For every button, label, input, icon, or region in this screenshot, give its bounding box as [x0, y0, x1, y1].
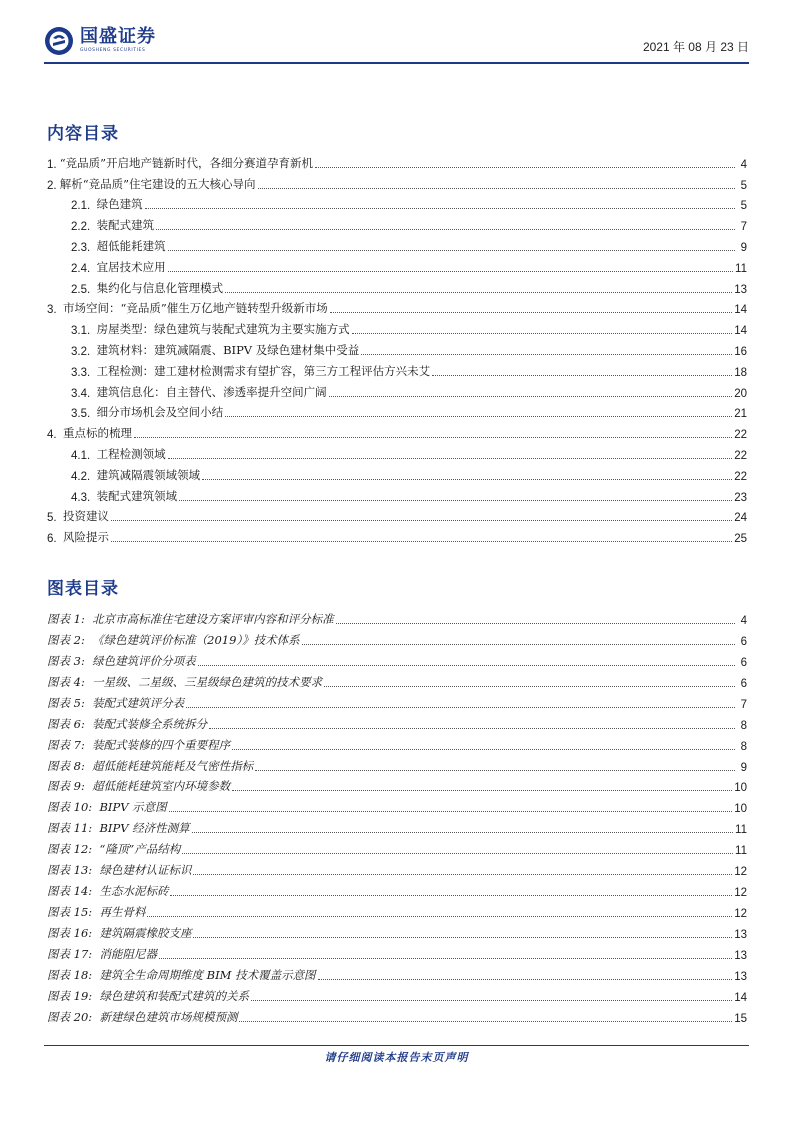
figure-entry[interactable]	[47, 941, 747, 962]
figure-entry-label: 图表 3:	[47, 653, 93, 668]
figure-entry-page: 11	[735, 824, 747, 837]
toc-entry-page: 24	[734, 512, 747, 525]
toc-entry-number: 2.4.	[71, 262, 97, 275]
toc-entry-page: 5	[740, 179, 747, 192]
dot-leader	[192, 831, 733, 833]
figure-entry-title: 绿色建筑评价分项表	[92, 653, 196, 668]
figure-entry-label: 图表 9:	[47, 779, 93, 794]
toc-entry-title: 装配式建筑领域	[96, 488, 178, 503]
figure-entry-label: 图表 16:	[47, 926, 100, 940]
figure-entry-title: 生态水泥标砖	[99, 884, 169, 899]
figure-entry[interactable]	[47, 1004, 747, 1025]
figure-entry-label: 图表 20:	[47, 1009, 100, 1024]
toc-entry-page: 18	[734, 366, 747, 379]
toc-entry[interactable]	[47, 212, 747, 233]
dot-leader	[147, 915, 732, 917]
figure-entry-label: 图表 12:	[47, 842, 100, 857]
toc-entry[interactable]	[47, 483, 747, 504]
figure-entry-label: 图表 18:	[47, 967, 100, 982]
figure-entry-page: 8	[740, 719, 747, 732]
figure-entry-label: 图表 6:	[47, 716, 93, 731]
figure-entry-title: BIPV 示意图	[99, 800, 167, 815]
toc-entry-number: 3.3.	[71, 366, 97, 379]
figure-entry-page: 10	[734, 803, 747, 816]
figure-entry-page: 10	[734, 782, 747, 795]
toc-entry-number: 2.	[47, 179, 60, 192]
toc-entry-page: 16	[734, 345, 747, 358]
figure-entry[interactable]	[47, 962, 747, 983]
toc-entry-page: 14	[734, 325, 747, 338]
dot-leader	[170, 894, 732, 896]
footer-disclaimer: 请仔细阅读本报告末页声明	[324, 1051, 469, 1064]
figure-entry[interactable]	[47, 815, 747, 836]
figure-entry[interactable]	[47, 711, 747, 732]
guosheng-logo-icon	[44, 26, 74, 56]
toc-entry-title: 细分市场机会及空间小结	[96, 405, 224, 420]
figure-entry-title: 建筑全生命周期维度 BIM 技术覆盖示意图	[99, 967, 316, 982]
toc-entry-title: 绿色建筑	[96, 197, 143, 212]
figure-entry[interactable]	[47, 606, 747, 627]
dot-leader	[179, 499, 732, 501]
figure-entry-title: 再生骨料	[99, 905, 146, 920]
dot-leader	[111, 519, 732, 521]
figure-entry[interactable]	[47, 794, 747, 815]
dot-leader	[232, 789, 732, 791]
figure-entry-title: 消能阻尼器	[99, 946, 157, 961]
figure-entry[interactable]	[47, 857, 747, 878]
toc-entry-page: 23	[734, 491, 747, 504]
figure-entry-title: 建筑隔震橡胶支座	[99, 926, 192, 940]
figure-entry[interactable]	[47, 983, 747, 1004]
toc-entry[interactable]	[47, 441, 747, 462]
figure-entry-page: 6	[740, 635, 747, 648]
figure-entry-label: 图表 5:	[47, 695, 93, 710]
dot-leader	[156, 228, 735, 230]
figure-entry-title: 《绿色建筑评价标准（2019）》技术体系	[92, 632, 300, 647]
figure-entry-page: 13	[734, 929, 747, 941]
toc-entry[interactable]	[47, 316, 747, 337]
toc-entry-page: 20	[734, 387, 747, 400]
dot-leader	[302, 643, 735, 645]
figure-entry-title: 装配式装修全系统拆分	[92, 716, 208, 731]
figure-entry[interactable]	[47, 836, 747, 857]
dot-leader	[232, 748, 735, 750]
footer-divider	[44, 1045, 749, 1046]
dot-leader	[159, 957, 732, 959]
dot-leader	[336, 622, 735, 624]
toc-entry[interactable]	[47, 254, 747, 275]
dot-leader	[193, 936, 732, 938]
dot-leader	[432, 374, 732, 376]
dot-leader	[186, 706, 735, 708]
figure-entry-label: 图表 19:	[47, 988, 100, 1003]
dot-leader	[352, 332, 733, 334]
toc-entry-title: 重点标的梳理	[62, 426, 132, 441]
company-name-cn: 国盛证券	[80, 26, 156, 48]
dot-leader	[239, 1020, 732, 1022]
toc-entry-title: 建筑减隔震领域领域	[96, 467, 201, 482]
toc-entry-page: 22	[734, 429, 747, 442]
toc-entry-number: 3.2.	[71, 345, 97, 358]
figure-entry-page: 6	[740, 656, 747, 669]
toc-entry-title: 集约化与信息化管理模式	[96, 280, 224, 295]
figure-entry-title: 超低能耗建筑室内环境参数	[92, 779, 231, 794]
figure-entry[interactable]	[47, 774, 747, 795]
company-logo	[44, 24, 156, 58]
company-name-en: GUOSHENG SECURITIES	[80, 48, 146, 54]
toc-entry-title: 建筑信息化：自主替代、渗透率提升空间广阔	[96, 384, 327, 399]
figure-entry-label: 图表 8:	[47, 758, 93, 773]
toc-entry-number: 4.1.	[71, 449, 97, 462]
toc-entry-number: 3.4.	[71, 387, 97, 400]
dot-leader	[145, 207, 735, 209]
figure-entry-label: 图表 15:	[47, 905, 100, 920]
figure-entry-label: 图表 7:	[47, 737, 93, 752]
figure-entry-page: 7	[740, 698, 747, 711]
toc-entry-number: 4.3.	[71, 491, 97, 504]
toc-entry-number: 4.	[47, 429, 63, 442]
figure-entry-title: 新建绿色建筑市场规模预测	[99, 1009, 238, 1024]
figure-entry[interactable]	[47, 878, 747, 899]
figure-entry[interactable]	[47, 669, 747, 690]
dot-leader	[169, 810, 733, 812]
toc-entry-page: 11	[735, 262, 747, 275]
toc-entry[interactable]	[47, 400, 747, 421]
figure-entry[interactable]	[47, 690, 747, 711]
figure-entry-page: 6	[740, 677, 747, 690]
toc-entry[interactable]	[47, 420, 747, 441]
toc-entry-page: 7	[740, 221, 747, 234]
toc-entry-title: 装配式建筑	[96, 218, 155, 233]
dot-leader	[168, 457, 733, 459]
toc-entry-title: “竞品质”开启地产链新时代，各细分赛道孕育新机	[59, 155, 314, 170]
figure-entry-label: 图表 13:	[47, 863, 100, 878]
figure-entry-page: 12	[734, 908, 747, 921]
dot-leader	[225, 291, 732, 293]
figure-entry-page: 4	[740, 614, 747, 627]
toc-entry[interactable]	[47, 171, 747, 192]
figure-entry-title: “隆顶”产品结构	[99, 842, 181, 857]
toc-entry[interactable]	[47, 337, 747, 358]
figure-entry-label: 图表 1:	[47, 611, 93, 626]
dot-leader	[251, 999, 732, 1001]
toc-entry-title: 建筑材料：建筑减隔震、BIPV 及绿色建材集中受益	[96, 342, 360, 357]
figure-entry-title: 北京市高标准住宅建设方案评审内容和评分标准	[92, 611, 334, 626]
figure-entry-title: 超低能耗建筑能耗及气密性指标	[92, 758, 254, 773]
toc-entry-number: 1.	[47, 158, 60, 171]
figure-entry-title: BIPV 经济性测算	[99, 821, 190, 836]
dot-leader	[168, 270, 733, 272]
toc-entry[interactable]	[47, 233, 747, 254]
toc-entry-number: 3.	[47, 304, 63, 317]
toc-entry[interactable]	[47, 192, 747, 213]
figures-heading: 图表目录	[47, 579, 119, 599]
figure-entry-title: 装配式装修的四个重要程序	[92, 737, 231, 752]
figure-entry-page: 14	[734, 991, 747, 1004]
dot-leader	[318, 978, 733, 980]
report-date: 2021 年 08 月 23 日	[642, 40, 749, 54]
figure-entry-label: 图表 2:	[47, 632, 93, 647]
dot-leader	[315, 166, 735, 168]
dot-leader	[168, 249, 735, 251]
toc-entry-number: 2.2.	[71, 221, 97, 234]
toc-entry-page: 14	[734, 304, 747, 317]
toc-entry-page: 25	[734, 533, 747, 546]
dot-leader	[193, 873, 732, 875]
figure-entry[interactable]	[47, 732, 747, 753]
figure-entry[interactable]	[47, 648, 747, 669]
figures-list	[47, 606, 747, 1025]
toc-entry[interactable]	[47, 462, 747, 483]
page-header	[44, 24, 749, 60]
toc-entry-title: 宜居技术应用	[96, 259, 166, 274]
toc-entry-number: 3.1.	[71, 325, 97, 338]
toc-entry[interactable]	[47, 150, 747, 171]
toc-entry-title: 房屋类型：绿色建筑与装配式建筑为主要实施方式	[96, 322, 350, 337]
dot-leader	[209, 727, 735, 729]
figure-entry[interactable]	[47, 627, 747, 648]
figure-entry-page: 13	[734, 949, 747, 962]
dot-leader	[202, 478, 732, 480]
dot-leader	[258, 187, 735, 189]
dot-leader	[361, 353, 732, 355]
toc-entry-number: 4.2.	[71, 470, 97, 483]
toc-entry-title: 工程检测领域	[96, 446, 166, 461]
dot-leader	[134, 436, 732, 438]
figure-entry-label: 图表 17:	[47, 946, 100, 961]
toc-entry[interactable]	[47, 524, 747, 545]
toc-entry-title: 市场空间：“竞品质”催生万亿地产链转型升级新市场	[62, 301, 328, 316]
figure-entry-page: 9	[740, 761, 747, 774]
figure-entry-label: 图表 10:	[47, 800, 100, 815]
figure-entry-page: 12	[734, 887, 747, 900]
toc-entry-number: 2.1.	[71, 200, 97, 213]
header-divider	[44, 62, 749, 64]
toc-list	[47, 150, 747, 545]
dot-leader	[111, 540, 732, 542]
toc-entry-page: 5	[740, 200, 747, 213]
dot-leader	[255, 769, 735, 771]
toc-entry-number: 2.3.	[71, 241, 97, 254]
toc-entry[interactable]	[47, 379, 747, 400]
dot-leader	[329, 395, 733, 397]
dot-leader	[324, 685, 735, 687]
figure-entry-label: 图表 4:	[47, 674, 93, 689]
figure-entry-title: 装配式建筑评分表	[92, 695, 185, 710]
toc-entry-title: 超低能耗建筑	[96, 238, 166, 253]
dot-leader	[330, 311, 732, 313]
dot-leader	[198, 664, 735, 666]
dot-leader	[182, 852, 733, 854]
toc-entry-number: 6.	[47, 533, 63, 546]
toc-entry[interactable]	[47, 296, 747, 317]
toc-entry-number: 2.5.	[71, 283, 97, 296]
figure-entry-page: 8	[740, 740, 747, 753]
toc-entry-page: 21	[734, 408, 747, 421]
toc-entry[interactable]	[47, 275, 747, 296]
toc-entry-page: 9	[740, 241, 747, 254]
figure-entry-label: 图表 14:	[47, 884, 100, 899]
toc-entry-page: 22	[734, 470, 747, 483]
figure-entry[interactable]	[47, 753, 747, 774]
toc-entry-title: 风险提示	[62, 530, 109, 545]
toc-entry[interactable]	[47, 358, 747, 379]
toc-entry-title: 工程检测：建工建材检测需求有望扩容，第三方工程评估方兴未艾	[96, 363, 431, 378]
toc-entry-number: 3.5.	[71, 408, 97, 421]
figure-entry-page: 12	[734, 866, 747, 879]
toc-entry-page: 13	[734, 283, 747, 296]
toc-heading: 内容目录	[47, 124, 119, 144]
figure-entry-title: 一星级、二星级、三星级绿色建筑的技术要求	[92, 674, 323, 689]
figure-entry-title: 绿色建筑和装配式建筑的关系	[99, 988, 249, 1003]
figure-entry-label: 图表 11:	[47, 821, 100, 836]
figure-entry-page: 13	[734, 970, 747, 983]
figure-entry[interactable]	[47, 920, 747, 941]
figure-entry-page: 11	[735, 845, 747, 858]
toc-entry-number: 5.	[47, 512, 63, 525]
toc-entry[interactable]	[47, 504, 747, 525]
figure-entry[interactable]	[47, 899, 747, 920]
figure-entry-page: 15	[734, 1012, 747, 1025]
dot-leader	[225, 415, 732, 417]
toc-entry-title: 解析“竞品质”住宅建设的五大核心导向	[59, 176, 256, 191]
toc-entry-page: 4	[740, 158, 747, 171]
figure-entry-title: 绿色建材认证标识	[99, 863, 192, 878]
toc-entry-page: 22	[734, 449, 747, 462]
toc-entry-title: 投资建议	[62, 509, 109, 524]
